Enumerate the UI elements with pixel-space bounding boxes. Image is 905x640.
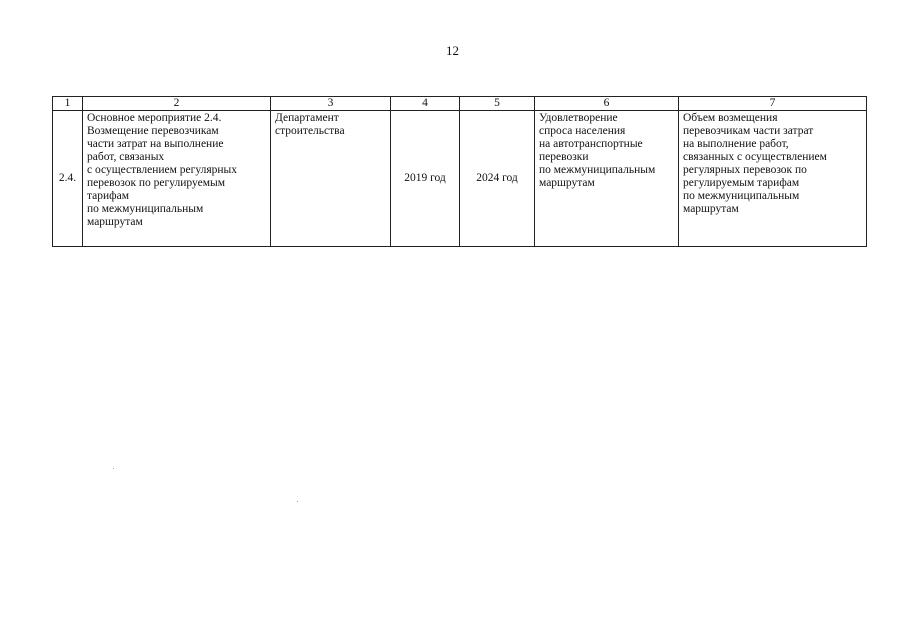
header-cell: 3 <box>271 97 391 111</box>
row-number: 2.4. <box>58 172 77 184</box>
scan-speck <box>297 501 298 502</box>
table-row <box>53 111 867 247</box>
header-cell: 6 <box>535 97 679 111</box>
header-cell: 5 <box>460 97 535 111</box>
header-cell: 2 <box>83 97 271 111</box>
result-cell <box>535 111 679 247</box>
row-number-cell <box>53 111 83 247</box>
program-table <box>52 96 867 247</box>
page-number: 12 <box>446 43 459 58</box>
executor-cell <box>271 111 391 247</box>
end-year: 2024 год <box>476 172 518 184</box>
indicator-cell <box>679 111 867 247</box>
executor-text: Департамент строительства <box>275 112 345 137</box>
header-cell: 7 <box>679 97 867 111</box>
scan-speck <box>113 468 114 469</box>
header-cell: 4 <box>391 97 460 111</box>
header-cell: 1 <box>53 97 83 111</box>
event-text: Основное мероприятие 2.4. Возмещение перевозчикам части затрат на выполнение работ, связаных с осуществлением регулярных перевозок по регулируемым тарифам по межмуниципальным маршрутам <box>87 112 238 228</box>
start-year-cell <box>391 111 460 247</box>
result-text: Удовлетворение спроса населения на автотранспортные перевозки по межмуниципальным маршрутам <box>539 112 656 189</box>
end-year-cell <box>460 111 535 247</box>
start-year: 2019 год <box>404 172 446 184</box>
event-cell <box>83 111 271 247</box>
indicator-text: Объем возмещения перевозчикам части затрат на выполнение работ, связанных с осуществлением регулярных перевозок по регулируемым тарифам по межмуниципальным маршрутам <box>683 112 827 215</box>
table-header-row <box>53 97 867 111</box>
